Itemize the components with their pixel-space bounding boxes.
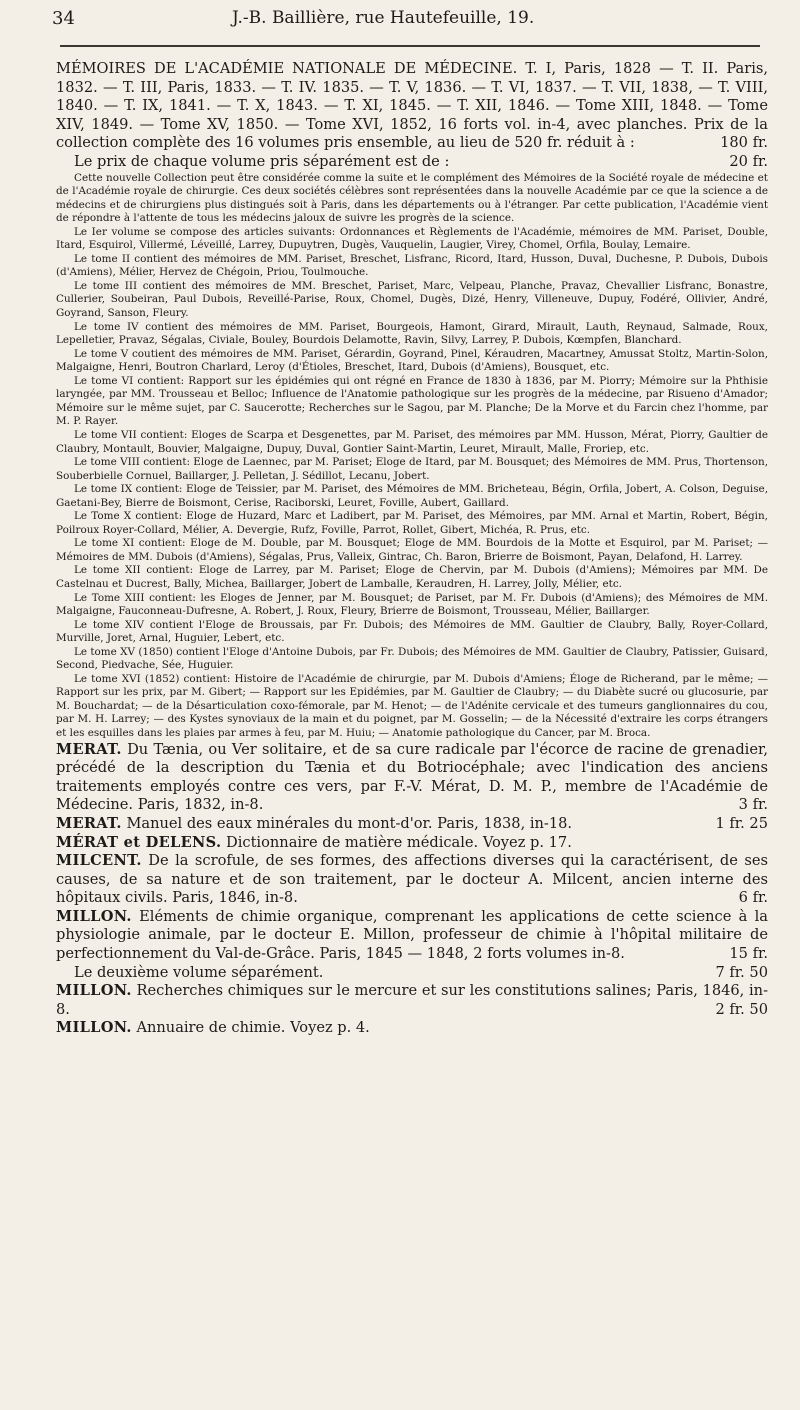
listing-merat-taenia [56,741,768,815]
tome-4-contents: Le tome IV contient des mémoires de MM. Pariset, Bourgeois, Hamont, Girard, Mirault, Lauth, Reynaud, Salmade, Roux, Lepelletier, Pravaz, Ségalas, Civiale, Bouley, Bourdois Delamotte, Ravin, Silvy, Larrey, P. Dubois, Kœmpfen, Blanchard. [56,320,768,347]
page-number: 34 [52,8,75,29]
listing-description: Dictionnaire de matière médicale. Voyez p. 17. [226,833,572,851]
volume-price-text: Le prix de chaque volume pris séparément est de : [74,152,450,170]
running-header [52,2,780,40]
publisher-imprint: J.-B. Baillière, rue Hautefeuille, 19. [232,8,535,28]
listing-price: 1 fr. 25 [715,814,768,832]
header-rule [60,45,760,47]
listing-author: MILLON. [56,907,132,925]
listing-author: MILLON. [56,1019,132,1037]
listing-author: MILLON. [56,982,132,1000]
tome-12-contents: Le tome XII contient: Eloge de Larrey, par M. Pariset; Eloge de Chervin, par M. Dubois (d'Amiens); Mémoires par MM. De Castelnau et Ducrest, Bally, Michea, Baillarger, Jobert de Lamballe, Keraudren, H. Larrey, Jolly, Mélier, etc. [56,564,768,590]
tome-16-contents: Le tome XVI (1852) contient: Histoire de l'Académie de chirurgie, par M. Dubois d'Amiens; Éloge de Richerand, par le même; — Rapport sur les prix, par M. Gibert; — Rapport sur les Epidémies, par M. Gaultier de Claubry; — du Diabète sucré ou glucosurie, par M. Bouchardat; — de la Désarticulation coxo-fémorale, par M. Henot; — de l'Adénite cervicale et des tumeurs ganglionnaires du cou, par M. H. Larrey; — des Kystes synoviaux de la main et du poignet, par M. Gosselin; — de la Nécessité d'extraire les corps étrangers et les esquilles dans les plaies par armes à feu, par M. Huiu; — Anatomie pathologique du Cancer, par M. Broca. [56,672,768,739]
listing-merat-delens [56,834,768,853]
listing-millon-recherches [56,982,768,1019]
memoires-text: MÉMOIRES DE L'ACADÉMIE NATIONALE DE MÉDECINE. T. I, Paris, 1828 — T. II. Paris, 1832. — T. III, Paris, 1833. — T. IV. 1835. — T. V, 1836. — T. VI, 1837. — T. VII, 1838, — T. VIII, 1840. — T. IX, 1841. — T. X, 1843. — T. XI, 1845. — T. XII, 1846. — Tome XIII, 1848. — Tome XIV, 1849. — Tome XV, 1850. — Tome XVI, 1852, 16 forts vol. in-4, avec planches. Prix de la collection complète des 16 volumes pris ensemble, au lieu de 520 fr. réduit à : [56,60,768,152]
listing-author: MERAT. [56,740,122,758]
volume-price: 20 fr. [729,152,768,170]
tome-14-contents: Le tome XIV contient l'Eloge de Broussais, par Fr. Dubois; des Mémoires de MM. Gaultier de Claubry, Bally, Royer-Collard, Murville, Joret, Arnal, Huguier, Lebert, etc. [56,618,768,645]
memoires-entry [56,60,768,153]
tome-5-contents: Le tome V coutient des mémoires de MM. Pariset, Gérardin, Goyrand, Pinel, Kéraudren, Macartney, Amussat Stoltz, Martin-Solon, Malgaigne, Henri, Boutron Charlard, Leroy (d'Étioles, Breschet, Itard, Dubois (d'Amiens), Bousquet, etc. [56,347,768,374]
listing-price: 3 fr. [738,796,768,814]
listing-description: Recherches chimiques sur le mercure et sur les constitutions salines; Paris, 1846, in-8. [56,982,768,1018]
collection-note: Cette nouvelle Collection peut être considérée comme la suite et le complément des Mémoires de la Société royale de médecine et de l'Académie royale de chirurgie. Ces deux sociétés célèbres sont représentées dans la nouvelle Académie par ce que la science a de médecins et de chirurgiens plus distingués soit à Paris, dans les départements ou à l'étranger. Par cette publication, l'Académie vient de répondre à l'attente de tous les médecins jaloux de suivre les progrès de la science. [56,171,768,225]
listing-merat-eaux [56,815,768,834]
tome-11-contents: Le tome XI contient: Eloge de M. Double, par M. Bousquet; Eloge de MM. Bourdois de la Motte et Esquirol, par M. Pariset; — Mémoires de MM. Dubois (d'Amiens), Ségalas, Prus, Valleix, Gintrac, Ch. Baron, Brierre de Boismont, Payan, Delafond, H. Larrey. [56,537,768,563]
listing-price: 2 fr. 50 [715,1000,768,1018]
listing-price: 6 fr. [738,889,768,907]
listing-price: 7 fr. 50 [715,963,768,981]
listing-description: Le deuxième volume séparément. [74,963,324,981]
tome-9-contents: Le tome IX contient: Eloge de Teissier, par M. Pariset, des Mémoires de MM. Bricheteau, Bégin, Orfila, Jobert, A. Colson, Deguise, Gaetani-Bey, Bierre de Boismont, Cerise, Raciborski, Leuret, Foville, Aubert, Gaillard. [56,483,768,509]
listing-description: Eléments de chimie organique, comprenant les applications de cette science à la physiologie animale, par le docteur E. Millon, professeur de chimie à l'hôpital militaire de perfectionnement du Val-de-Grâce. Paris, 1845 — 1848, 2 forts volumes in-8. [56,907,768,963]
tome-7-contents: Le tome VII contient: Eloges de Scarpa et Desgenettes, par M. Pariset, des mémoires par MM. Husson, Mérat, Piorry, Gaultier de Claubry, Montault, Bouvier, Malgaigne, Dupuy, Duval, Gontier Saint-Martin, Leuret, Mirault, Malle, Froriep, etc. [56,428,768,455]
listing-millon-elements [56,908,768,964]
tome-15-contents: Le tome XV (1850) contient l'Eloge d'Antoine Dubois, par Fr. Dubois; des Mémoires de MM. Gaultier de Claubry, Patissier, Guisard, Second, Piedvache, Sée, Huguier. [56,645,768,672]
listing-author: MILCENT. [56,852,142,870]
tome-6-contents: Le tome VI contient: Rapport sur les épidémies qui ont régné en France de 1830 à 1836, par M. Piorry; Mémoire sur la Phthisie laryngée, par MM. Trousseau et Belloc; Influence de l'Anatomie pathologique sur les progrès de la médecine, par Risueno d'Amador; Mémoire sur le même sujet, par C. Saucerotte; Recherches sur le Sagou, par M. Planche; De la Morve et du Farcin chez l'homme, par M. P. Rayer. [56,374,768,428]
listing-milcent [56,852,768,908]
listing-millon-annuaire [56,1019,768,1038]
listing-description: Du Tænia, ou Ver solitaire, et de sa cure radicale par l'écorce de racine de grenadier, précédé de la description du Tænia et du Botriocéphale; avec l'indication des anciens traitements employés contre ces vers, par F.-V. Mérat, D. M. P., membre de l'Académie de Médecine. Paris, 1832, in-8. [56,740,769,814]
tome-2-contents: Le tome II contient des mémoires de MM. Pariset, Breschet, Lisfranc, Ricord, Itard, Husson, Duval, Duchesne, P. Dubois, Dubois (d'Amiens), Mélier, Hervez de Chégoin, Priou, Toulmouche. [56,252,768,279]
catalogue-content [56,60,768,1038]
listing-millon-vol2 [56,964,768,983]
collection-price: 180 fr. [720,134,768,152]
tome-13-contents: Le Tome XIII contient: les Eloges de Jenner, par M. Bousquet; de Pariset, par M. Fr. Dubois (d'Amiens); des Mémoires de MM. Malgaigne, Fauconneau-Dufresne, A. Robert, J. Roux, Fleury, Brierre de Boismont, Trousseau, Mélier, Baillarger. [56,591,768,618]
listing-price: 15 fr. [729,945,768,963]
listing-author: MERAT. [56,814,122,832]
listing-description: Annuaire de chimie. Voyez p. 4. [136,1019,370,1037]
tome-3-contents: Le tome III contient des mémoires de MM. Breschet, Pariset, Marc, Velpeau, Planche, Pravaz, Chevallier Lisfranc, Bonastre, Cullerier, Soubeiran, Paul Dubois, Reveillé-Parise, Roux, Chomel, Dugès, Dizé, Henry, Villeneuve, Dupuy, Fodéré, Ollivier, André, Goyrand, Sanson, Fleury. [56,279,768,320]
listing-author: MÉRAT et DELENS. [56,833,222,851]
tome-1-contents: Le Ier volume se compose des articles suivants: Ordonnances et Règlements de l'Académie, mémoires de MM. Pariset, Double, Itard, Esquirol, Villermé, Léveillé, Larrey, Dupuytren, Dugès, Vauquelin, Laugier, Virey, Chomel, Orfila, Boulay, Lemaire. [56,225,768,252]
tome-8-contents: Le tome VIII contient: Eloge de Laennec, par M. Pariset; Eloge de Itard, par M. Bousquet; des Mémoires de MM. Prus, Thortenson, Souberbielle Cornuel, Baillarger, J. Pelletan, J. Sédillot, Lecanu, Jobert. [56,456,768,482]
listing-description: De la scrofule, de ses formes, des affections diverses qui la caractérisent, de ses causes, de sa nature et de son traitement, par le docteur A. Milcent, ancien interne des hôpitaux civils. Paris, 1846, in-8. [56,852,769,907]
volume-price-entry [56,153,768,172]
listing-description: Manuel des eaux minérales du mont-d'or. Paris, 1838, in-18. [126,814,573,832]
tome-10-contents: Le Tome X contient: Eloge de Huzard, Marc et Ladibert, par M. Pariset, des Mémoires, par MM. Arnal et Martin, Robert, Bégin, Poilroux Royer-Collard, Mélier, A. Devergie, Rufz, Foville, Parrot, Rollet, Gibert, Michéa, R. Prus, etc. [56,510,768,536]
